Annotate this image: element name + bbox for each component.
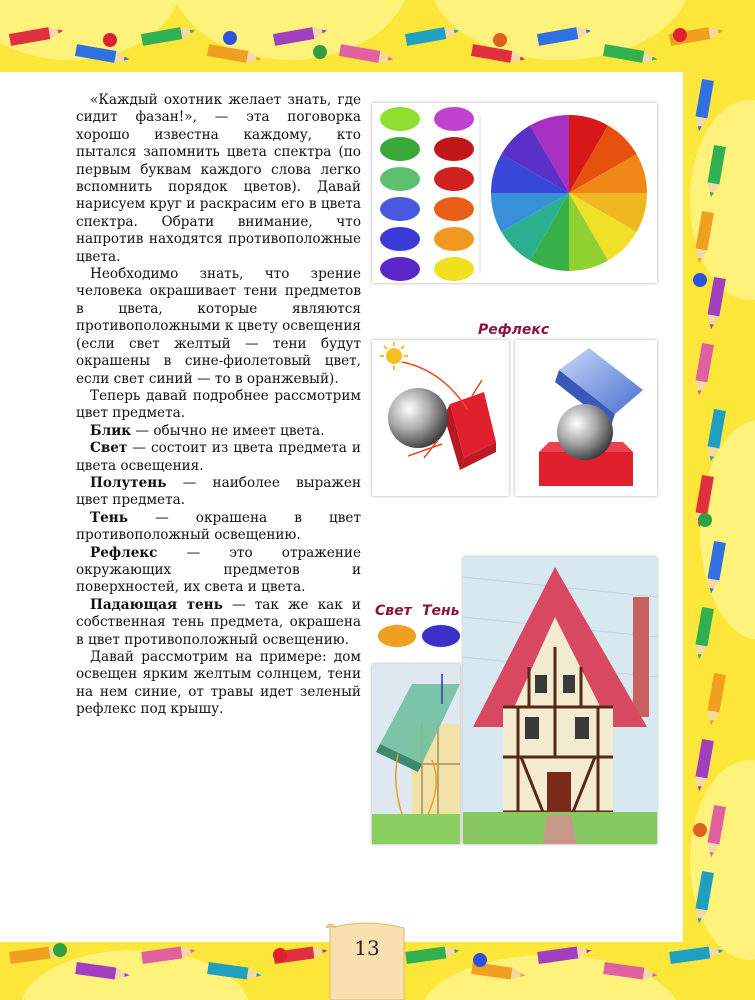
shadow-swatch [422,625,460,647]
pencil-icon [693,343,714,396]
sphere-block-illustration [515,340,657,496]
pencil-icon [9,25,64,46]
color-wheel-illustration [372,103,657,283]
color-swatch [380,167,420,191]
pencil-icon [705,145,726,198]
color-swatch [380,227,420,251]
color-swatch [434,257,474,281]
paragraph-object-color: Теперь давай подробнее рассмотрим цвет предмета. [76,387,361,422]
pencil-icon [405,25,460,46]
pencil-icon [705,541,726,594]
pencil-icon [693,607,714,660]
paint-splat [693,823,707,837]
term-reflex: Рефлекс — это отражение окружающих предметов и поверхностей, их света и цвета. [76,544,361,596]
sun-icon [380,342,408,370]
pencil-icon [537,25,592,46]
shadow-caption: Тень [422,603,460,619]
pencil-icon [405,945,460,964]
paragraph-example: Давай рассмотрим на примере: дом освещен ярким желтым солнцем, тени на нем синие, от травы идет зеленый рефлекс под крышу. [76,649,361,718]
paint-splat [493,33,507,47]
color-swatch [380,257,420,281]
pencil-icon [141,25,196,46]
light-caption: Свет [375,603,412,619]
color-swatch [434,197,474,221]
pencil-icon [75,962,130,981]
paint-splat [673,28,687,42]
text-column [76,92,361,719]
color-swatch [380,137,420,161]
paint-splat [698,513,712,527]
pencil-icon [339,44,394,65]
color-swatch [434,167,474,191]
paint-splat [53,943,67,957]
reflex-figure-right [515,340,657,496]
paint-splat [313,45,327,59]
paint-splat [223,31,237,45]
color-swatch [380,197,420,221]
pencil-icon [705,409,726,462]
term-cast-shadow: Падающая тень — так же как и собственная тень предмета, окрашена в цвет противоположный освещению. [76,596,361,648]
pencil-icon [75,44,130,65]
pencil-icon [705,673,726,726]
light-swatch [378,625,416,647]
reflex-caption: Рефлекс [478,322,550,338]
paragraph-intro: «Каждый охотник желает знать, где сидит фазан!», — эта поговорка хорошо известна каждому, кто пытался запомнить цвета спектра (по первым буквам каждого слова легко вспомнить порядок цветов). Давай нарисуем круг и раскрасим его в цвета спектра. Обрати внимание, что напротив находятся противоположные цвета. [76,92,361,265]
paint-splat [693,273,707,287]
page-number: 13 [354,936,380,960]
small-house-figure [372,664,460,844]
term-highlight: Блик — обычно не имеет цвета. [90,422,325,439]
large-house-figure [463,557,657,844]
sphere-cube-illustration [372,340,509,496]
pencil-icon [705,277,726,330]
color-swatch [380,107,420,131]
color-swatch [434,137,474,161]
timber-house-illustration [463,557,657,844]
pencil-icon [693,79,714,132]
term-light: Свет — состоит из цвета предмета и цвета освещения. [76,440,361,474]
paragraph-shadows: Необходимо знать, что зрение человека окрашивает тени предметов в цвета, которые являются противоположными к цвету освещения (если свет желтый — тени будут окрашены в сине-фиолетовый цвет, если свет синий — то в оранжевый). [76,266,361,387]
pencil-icon [273,25,328,46]
color-swatch [434,227,474,251]
term-halftone: Полутень — наиболее выражен цвет предмета. [76,474,361,509]
pencil-icon [603,44,658,65]
pencil-icon [669,945,724,964]
page-number-scroll [322,918,412,1000]
pencil-icon [693,871,714,924]
pencil-icon [537,945,592,964]
pencil-icon [141,945,196,964]
color-swatch [434,107,474,131]
house-reflex-illustration [372,664,460,844]
reflex-figure-left [372,340,509,496]
pencil-icon [207,962,262,981]
paint-splat [273,948,287,962]
paint-splat [103,33,117,47]
pencil-icon [705,805,726,858]
color-wheel-figure [372,103,657,283]
pencil-icon [603,962,658,981]
pencil-icon [693,739,714,792]
term-shadow: Тень — окрашена в цвет противоположный освещению. [76,509,361,544]
pencil-icon [207,44,262,65]
paint-splat [473,953,487,967]
pencil-icon [693,211,714,264]
pencil-icon [471,44,526,65]
